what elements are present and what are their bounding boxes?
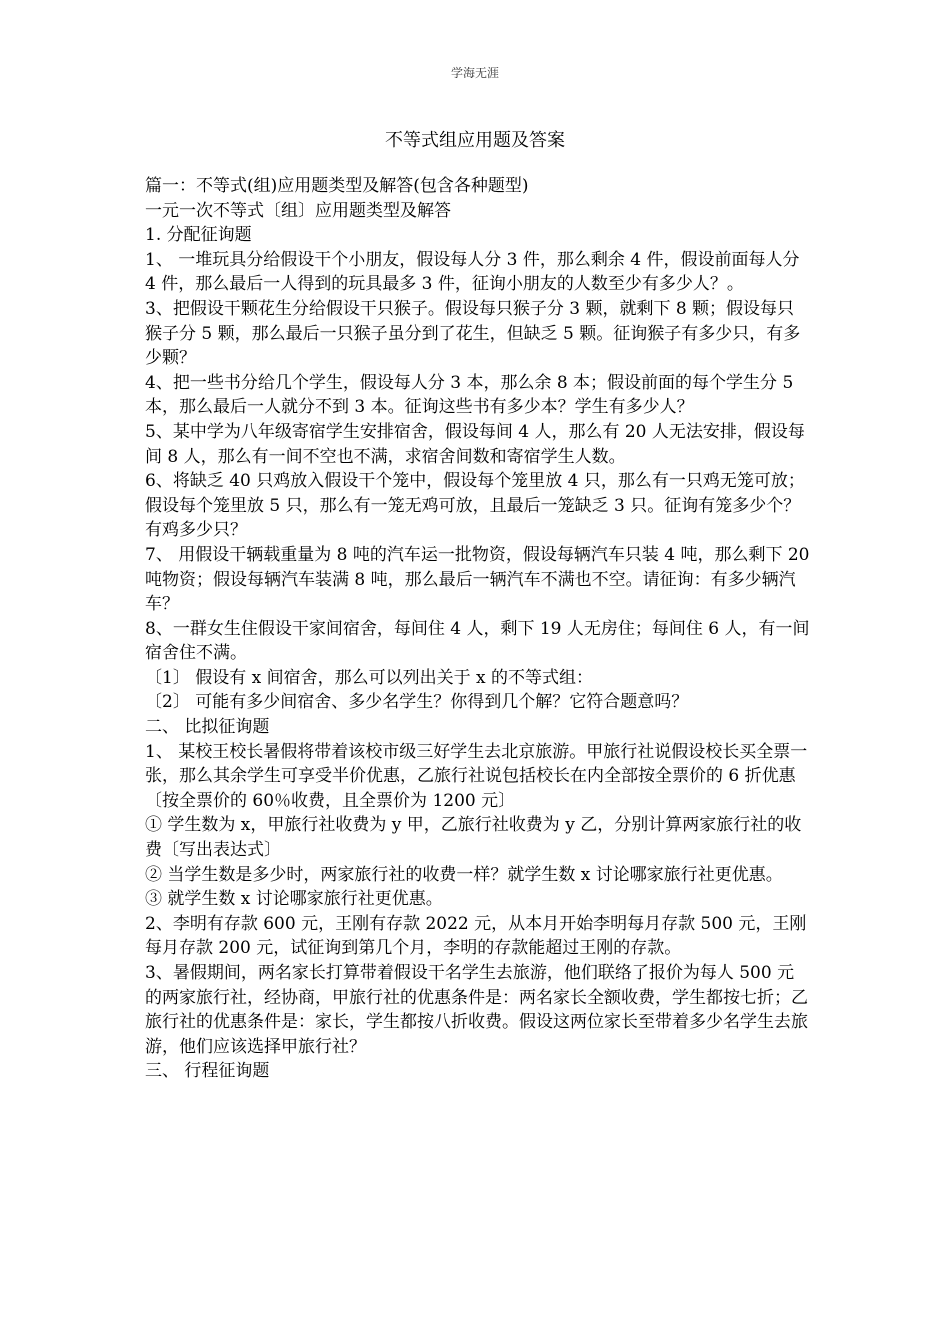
paragraph: 7、 用假设干辆载重量为 8 吨的汽车运一批物资，假设每辆汽车只装 4 吨，那么剩下 20 吨物资；假设每辆汽车装满 8 吨，那么最后一辆汽车不满也不空。请征询：有多少辆汽车？ [145,544,810,615]
paragraph: 〔1〕 假设有 x 间宿舍，那么可以列出关于 x 的不等式组： [145,667,594,688]
paragraph: 8、一群女生住假设干家间宿舍，每间住 4 人，剩下 19 人无房住；每间住 6 人，有一间宿舍住不满。 [145,618,810,664]
paragraph: ③ 就学生数 x 讨论哪家旅行社更优惠。 [145,889,443,910]
paragraph: 一元一次不等式〔组〕应用题类型及解答 [145,200,451,221]
paragraph: 2、李明有存款 600 元，王刚有存款 2022 元，从本月开始李明每月存款 500 元，王刚每月存款 200 元，试征询到第几个月，李明的存款能超过王刚的存款。 [145,913,807,959]
paragraph: 1、 某校王校长暑假将带着该校市级三好学生去北京旅游。甲旅行社说假设校长买全票一张，那么其余学生可享受半价优惠，乙旅行社说包括校长在内全部按全票价的 6 折优惠〔按全票价的 60％收费，且全票价为 1200 元〕 [145,741,808,811]
paragraph: 1. 分配征询题 [145,225,252,246]
paragraph: 1、 一堆玩具分给假设干个小朋友，假设每人分 3 件，那么剩余 4 件，假设前面每人分 4 件，那么最后一人得到的玩具最多 3 件，征询小朋友的人数至少有多少人？。 [145,249,800,295]
page-header: 学海无涯 [450,66,499,80]
paragraph: 5、某中学为八年级寄宿学生安排宿舍，假设每间 4 人，那么有 20 人无法安排，假设每间 8 人，那么有一间不空也不满，求宿舍间数和寄宿学生人数。 [145,421,805,467]
paragraph: 三、 行程征询题 [145,1061,270,1082]
paragraph: ① 学生数为 x，甲旅行社收费为 y 甲，乙旅行社收费为 y 乙，分别计算两家旅行社的收费〔写出表达式〕 [145,815,802,861]
document-body [145,174,810,1084]
document-title: 不等式组应用题及答案 [385,130,565,151]
paragraph: 二、 比拟征询题 [145,717,270,738]
paragraph: 6、将缺乏 40 只鸡放入假设干个笼中，假设每个笼里放 4 只，那么有一只鸡无笼可放；假设每个笼里放 5 只，那么有一笼无鸡可放，且最后一笼缺乏 3 只。征询有笼多少个？有鸡多少只？ [145,471,805,541]
paragraph: 3、把假设干颗花生分给假设干只猴子。假设每只猴子分 3 颗，就剩下 8 颗；假设每只猴子分 5 颗，那么最后一只猴子虽分到了花生，但缺乏 5 颗。征询猴子有多少只，有多少颗？ [145,298,801,369]
paragraph: 4、把一些书分给几个学生，假设每人分 3 本，那么余 8 本；假设前面的每个学生分 5 本，那么最后一人就分不到 3 本。征询这些书有多少本？学生有多少人？ [145,372,794,418]
paragraph: 〔2〕 可能有多少间宿舍、多少名学生？你得到几个解？它符合题意吗？ [145,692,689,713]
paragraph: 篇一：不等式(组)应用题类型及解答(包含各种题型) [145,176,529,196]
paragraph: 3、暑假期间，两名家长打算带着假设干名学生去旅游，他们联络了报价为每人 500 元的两家旅行社，经协商，甲旅行社的优惠条件是：两名家长全额收费，学生都按七折；乙旅行社的优惠条件是：家长，学生都按八折收费。假设这两位家长至带着多少名学生去旅游，他们应该选择甲旅行社？ [145,963,808,1057]
paragraph: ② 当学生数是多少时，两家旅行社的收费一样？就学生数 x 讨论哪家旅行社更优惠。 [145,864,783,885]
